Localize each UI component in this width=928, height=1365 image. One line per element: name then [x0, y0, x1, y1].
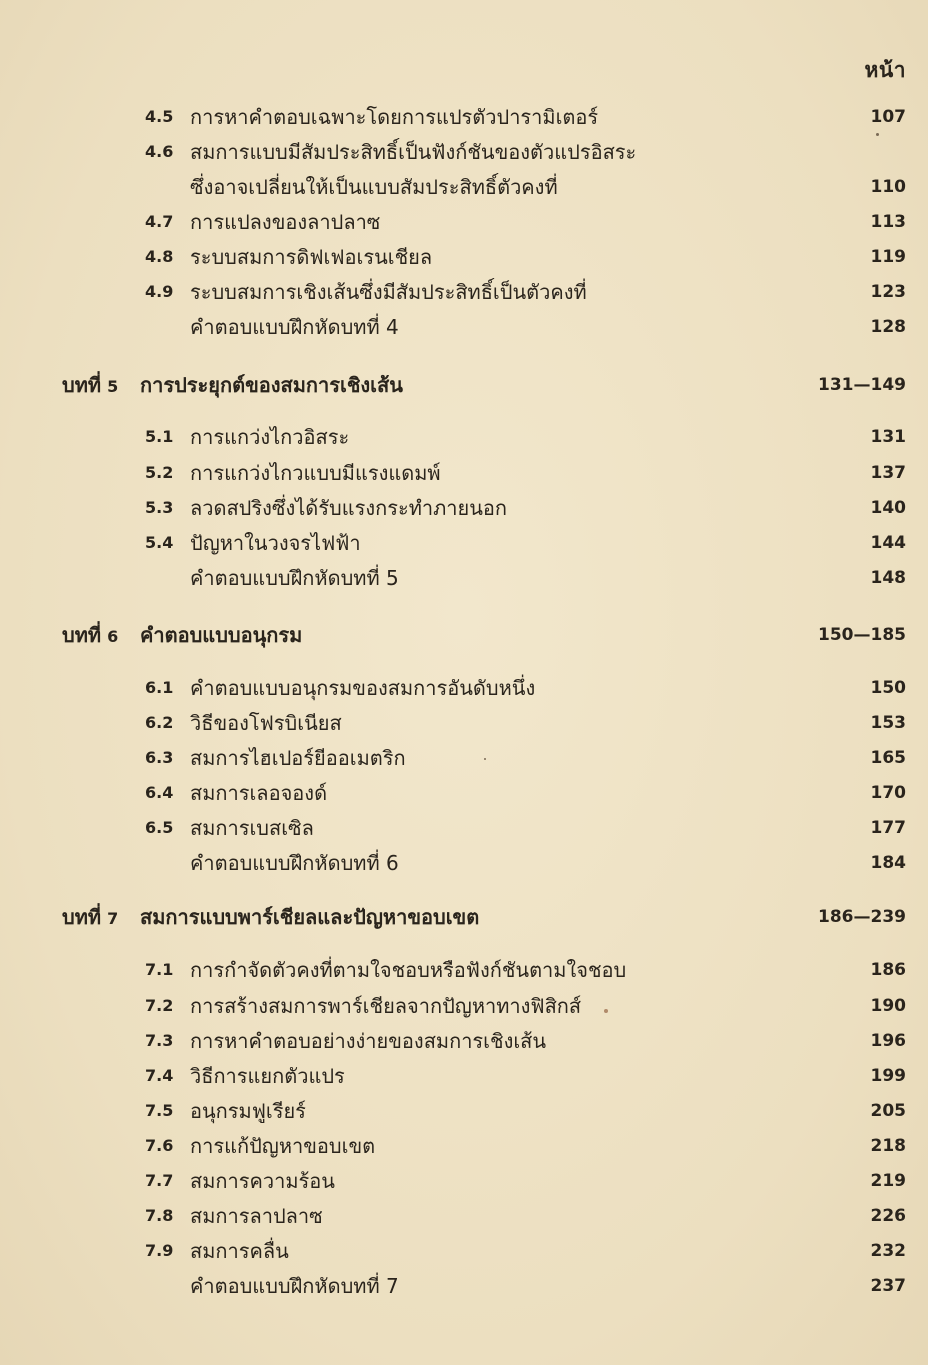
section-title: อนุกรมฟูเรียร์ — [190, 1099, 306, 1123]
chapter-title: การประยุกต์ของสมการเชิงเส้น — [140, 373, 403, 397]
page-number: 150 — [870, 678, 906, 698]
page-number: 170 — [870, 783, 906, 803]
page-number: 226 — [870, 1206, 906, 1226]
toc-entry-6-4 — [0, 776, 928, 810]
section-title: สมการแบบมีสัมประสิทธิ์เป็นฟังก์ชันของตัวแปรอิสระ — [190, 140, 637, 164]
chapter-label — [62, 618, 118, 654]
page-number: 186 — [870, 960, 906, 980]
section-title: สมการลาปลาซ — [190, 1204, 323, 1228]
page-number: 107 — [870, 107, 906, 127]
toc-entry-5-exercises — [0, 561, 928, 595]
section-title: การแกว่งไกวแบบมีแรงแดมพ์ — [190, 461, 441, 485]
section-number: 7.3 — [145, 1031, 174, 1050]
section-number: 4.8 — [145, 247, 174, 266]
section-title: วิธีของโฟรบิเนียส — [190, 711, 342, 735]
section-number: 4.9 — [145, 282, 174, 301]
section-title: สมการไฮเปอร์ยีออเมตริก — [190, 746, 406, 770]
section-title: วิธีการแยกตัวแปร — [190, 1064, 345, 1088]
section-number: 6.3 — [145, 748, 174, 767]
chapter-page-range: 131—149 — [818, 375, 906, 395]
toc-entry-5-3 — [0, 491, 928, 525]
page-number: 218 — [870, 1136, 906, 1156]
page-number: 237 — [870, 1276, 906, 1296]
toc-entry-7-9 — [0, 1234, 928, 1268]
chapter-word: บทที่ — [62, 373, 102, 397]
toc-entry-7-exercises — [0, 1269, 928, 1303]
section-title-continued: ซึ่งอาจเปลี่ยนให้เป็นแบบสัมประสิทธิ์ตัวคงที่ — [190, 175, 558, 199]
page-number: 123 — [870, 282, 906, 302]
toc-entry-4-6 — [0, 135, 928, 169]
section-title: สมการเบสเซิล — [190, 816, 314, 840]
section-title: สมการความร้อน — [190, 1169, 335, 1193]
page-number: 140 — [870, 498, 906, 518]
page-number: 196 — [870, 1031, 906, 1051]
toc-entry-7-2 — [0, 989, 928, 1023]
chapter-label — [62, 900, 118, 936]
toc-entry-4-8 — [0, 240, 928, 274]
chapter-title: สมการแบบพาร์เชียลและปัญหาขอบเขต — [140, 905, 480, 929]
toc-entry-5-2 — [0, 456, 928, 490]
section-number: 6.5 — [145, 818, 174, 837]
section-title: ระบบสมการดิฟเฟอเรนเชียล — [190, 245, 433, 269]
toc-entry-6-5 — [0, 811, 928, 845]
toc-entry-5-4 — [0, 526, 928, 560]
toc-entry-4-exercises — [0, 310, 928, 344]
section-title: การแก้ปัญหาขอบเขต — [190, 1134, 376, 1158]
section-title: ปัญหาในวงจรไฟฟ้า — [190, 531, 361, 555]
toc-entry-7-8 — [0, 1199, 928, 1233]
chapter-title: คำตอบแบบอนุกรม — [140, 623, 303, 647]
section-title: การหาคำตอบเฉพาะโดยการแปรตัวปารามิเตอร์ — [190, 105, 599, 129]
section-title: สมการคลื่น — [190, 1239, 289, 1263]
section-number: 7.9 — [145, 1241, 174, 1260]
toc-entry-4-9 — [0, 275, 928, 309]
chapter-number: 6 — [107, 627, 119, 646]
toc-chapter-6 — [0, 618, 928, 652]
page-number: 165 — [870, 748, 906, 768]
section-number: 7.7 — [145, 1171, 174, 1190]
section-number: 7.6 — [145, 1136, 174, 1155]
page-number: 199 — [870, 1066, 906, 1086]
page-number: 232 — [870, 1241, 906, 1261]
section-title: การแกว่งไกวอิสระ — [190, 425, 350, 449]
chapter-word: บทที่ — [62, 905, 102, 929]
page-number: 144 — [870, 533, 906, 553]
section-number: 4.6 — [145, 142, 174, 161]
toc-entry-7-1 — [0, 953, 928, 987]
toc-entry-4-5 — [0, 100, 928, 134]
section-title: การหาคำตอบอย่างง่ายของสมการเชิงเส้น — [190, 1029, 547, 1053]
section-title: การสร้างสมการพาร์เชียลจากปัญหาทางฟิสิกส์ — [190, 994, 582, 1018]
toc-entry-7-5 — [0, 1094, 928, 1128]
toc-entry-4-7 — [0, 205, 928, 239]
section-number: 7.5 — [145, 1101, 174, 1120]
section-number: 7.1 — [145, 960, 174, 979]
page-number: 131 — [870, 427, 906, 447]
chapter-page-range: 150—185 — [818, 625, 906, 645]
toc-entry-6-2 — [0, 706, 928, 740]
toc-chapter-5 — [0, 368, 928, 402]
section-number: 7.2 — [145, 996, 174, 1015]
section-title: คำตอบแบบฝึกหัดบทที่ 7 — [190, 1274, 399, 1298]
section-number: 4.5 — [145, 107, 174, 126]
page-number: 137 — [870, 463, 906, 483]
chapter-number: 7 — [107, 909, 119, 928]
toc-entry-7-7 — [0, 1164, 928, 1198]
toc-chapter-7 — [0, 900, 928, 934]
toc-entry-4-6-continued — [0, 170, 928, 204]
toc-entry-6-3 — [0, 741, 928, 775]
section-title: คำตอบแบบอนุกรมของสมการอันดับหนึ่ง — [190, 676, 536, 700]
section-title: คำตอบแบบฝึกหัดบทที่ 5 — [190, 566, 399, 590]
paper-speck — [484, 758, 486, 760]
section-number: 6.2 — [145, 713, 174, 732]
page-number: 190 — [870, 996, 906, 1016]
toc-entry-5-1 — [0, 420, 928, 454]
page-number: 110 — [870, 177, 906, 197]
section-number: 6.1 — [145, 678, 174, 697]
page-number: 153 — [870, 713, 906, 733]
section-title: สมการเลอจองด์ — [190, 781, 328, 805]
page-number: 148 — [870, 568, 906, 588]
toc-entry-6-1 — [0, 671, 928, 705]
section-title: การกำจัดตัวคงที่ตามใจชอบหรือฟังก์ชันตามใจชอบ — [190, 958, 627, 982]
chapter-page-range: 186—239 — [818, 907, 906, 927]
section-number: 5.2 — [145, 463, 174, 482]
toc-entry-7-3 — [0, 1024, 928, 1058]
page-number: 128 — [870, 317, 906, 337]
page-number: 219 — [870, 1171, 906, 1191]
chapter-number: 5 — [107, 377, 119, 396]
page-number: 184 — [870, 853, 906, 873]
page-number: 177 — [870, 818, 906, 838]
chapter-word: บทที่ — [62, 623, 102, 647]
section-title: ลวดสปริงซึ่งได้รับแรงกระทำภายนอก — [190, 496, 508, 520]
page-number: 113 — [870, 212, 906, 232]
toc-entry-7-4 — [0, 1059, 928, 1093]
paper-speck — [604, 1009, 608, 1013]
paper-speck — [876, 133, 879, 136]
section-number: 7.4 — [145, 1066, 174, 1085]
section-number: 7.8 — [145, 1206, 174, 1225]
section-number: 5.3 — [145, 498, 174, 517]
section-title: คำตอบแบบฝึกหัดบทที่ 6 — [190, 851, 399, 875]
section-title: คำตอบแบบฝึกหัดบทที่ 4 — [190, 315, 399, 339]
section-title: การแปลงของลาปลาซ — [190, 210, 381, 234]
section-number: 4.7 — [145, 212, 174, 231]
page-column-header: หน้า — [864, 58, 906, 82]
page-number: 119 — [870, 247, 906, 267]
chapter-label — [62, 368, 118, 404]
toc-entry-6-exercises — [0, 846, 928, 880]
section-title: ระบบสมการเชิงเส้นซึ่งมีสัมประสิทธิ์เป็นตัวคงที่ — [190, 280, 587, 304]
section-number: 6.4 — [145, 783, 174, 802]
section-number: 5.1 — [145, 427, 174, 446]
toc-entry-7-6 — [0, 1129, 928, 1163]
page-number: 205 — [870, 1101, 906, 1121]
section-number: 5.4 — [145, 533, 174, 552]
